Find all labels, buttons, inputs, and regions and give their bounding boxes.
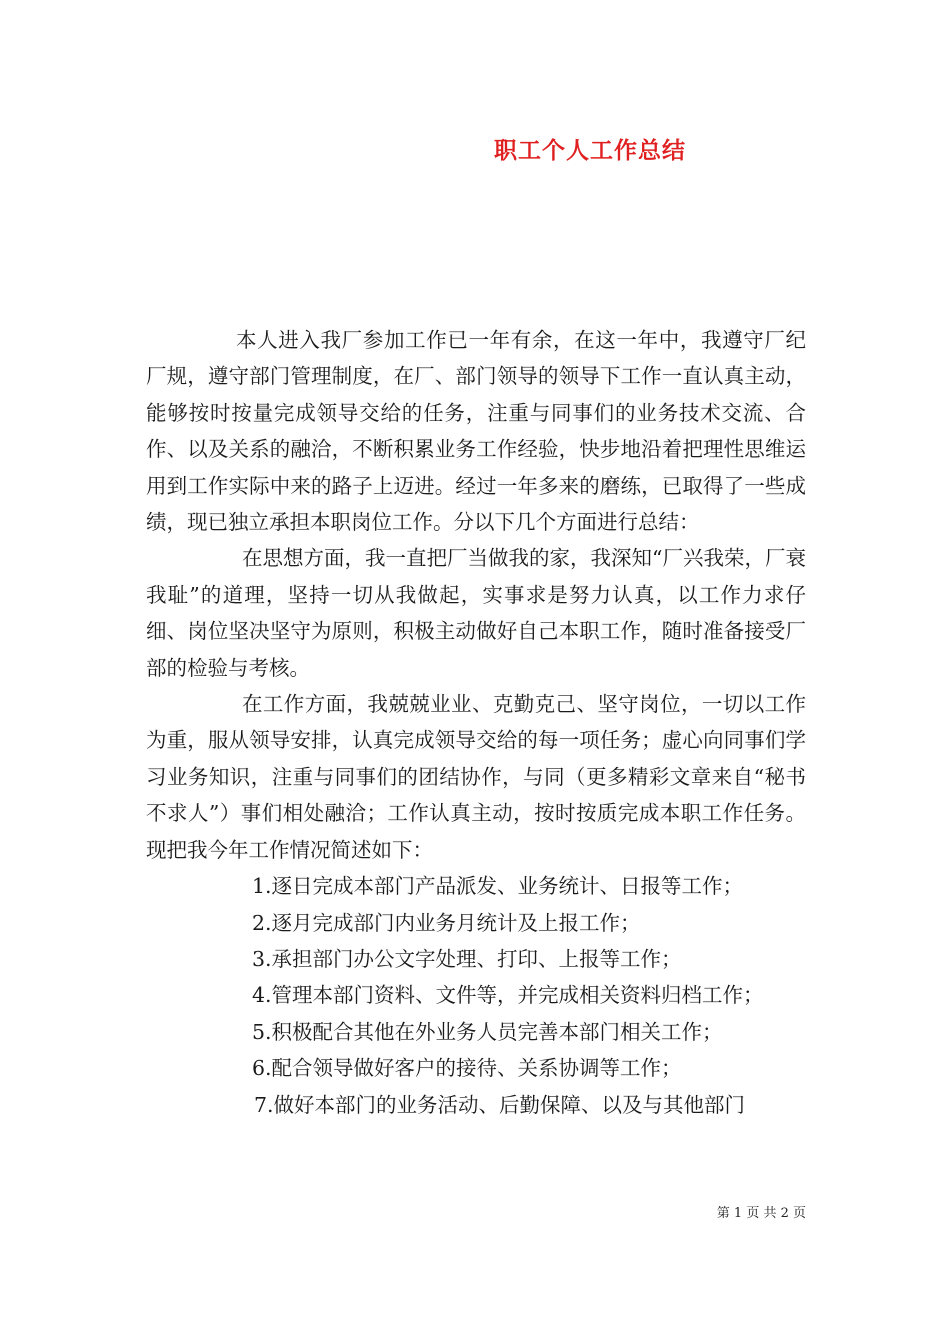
list-item: 3.承担部门办公文字处理、打印、上报等工作； xyxy=(252,946,682,971)
document-title: 职工个人工作总结 xyxy=(494,137,686,164)
task-list xyxy=(146,868,806,1123)
paragraph-work: 在工作方面，我兢兢业业、克勤克己、坚守岗位，一切以工作为重，服从领导安排，认真完成领导交给的每一项任务；虚心向同事们学习业务知识，注重与同事们的团结协作，与同（更多精彩文章来自“秘书不求人”）事们相处融洽；工作认真主动，按时按质完成本职工作任务。现把我今年工作情况简述如下： xyxy=(146,692,806,862)
list-item: 5.积极配合其他在外业务人员完善本部门相关工作； xyxy=(252,1019,723,1044)
paragraph-thought: 在思想方面，我一直把厂当做我的家，我深知“厂兴我荣，厂衰我耻”的道理，坚持一切从我做起，实事求是努力认真，以工作力求仔细、岗位坚决坚守为原则，积极主动做好自己本职工作，随时准备接受厂部的检验与考核。 xyxy=(146,546,806,680)
list-item: 6.配合领导做好客户的接待、关系协调等工作； xyxy=(252,1056,682,1081)
document-body xyxy=(146,322,806,1123)
paragraph-intro: 本人进入我厂参加工作已一年有余，在这一年中，我遵守厂纪厂规，遵守部门管理制度，在厂、部门领导的领导下工作一直认真主动，能够按时按量完成领导交给的任务，注重与同事们的业务技术交流、合作、以及关系的融洽，不断积累业务工作经验，快步地沿着把理性思维运用到工作实际中来的路子上迈进。经过一年多来的磨练，已取得了一些成绩，现已独立承担本职岗位工作。分以下几个方面进行总结： xyxy=(146,328,806,535)
list-item: 1.逐日完成本部门产品派发、业务统计、日报等工作； xyxy=(252,874,744,899)
list-item: 7.做好本部门的业务活动、后勤保障、以及与其他部门 xyxy=(254,1092,746,1117)
list-item: 2.逐月完成部门内业务月统计及上报工作； xyxy=(252,910,641,935)
list-item: 4.管理本部门资料、文件等，并完成相关资料归档工作； xyxy=(252,983,764,1008)
page-footer: 第 1 页 共 2 页 xyxy=(716,1206,806,1221)
